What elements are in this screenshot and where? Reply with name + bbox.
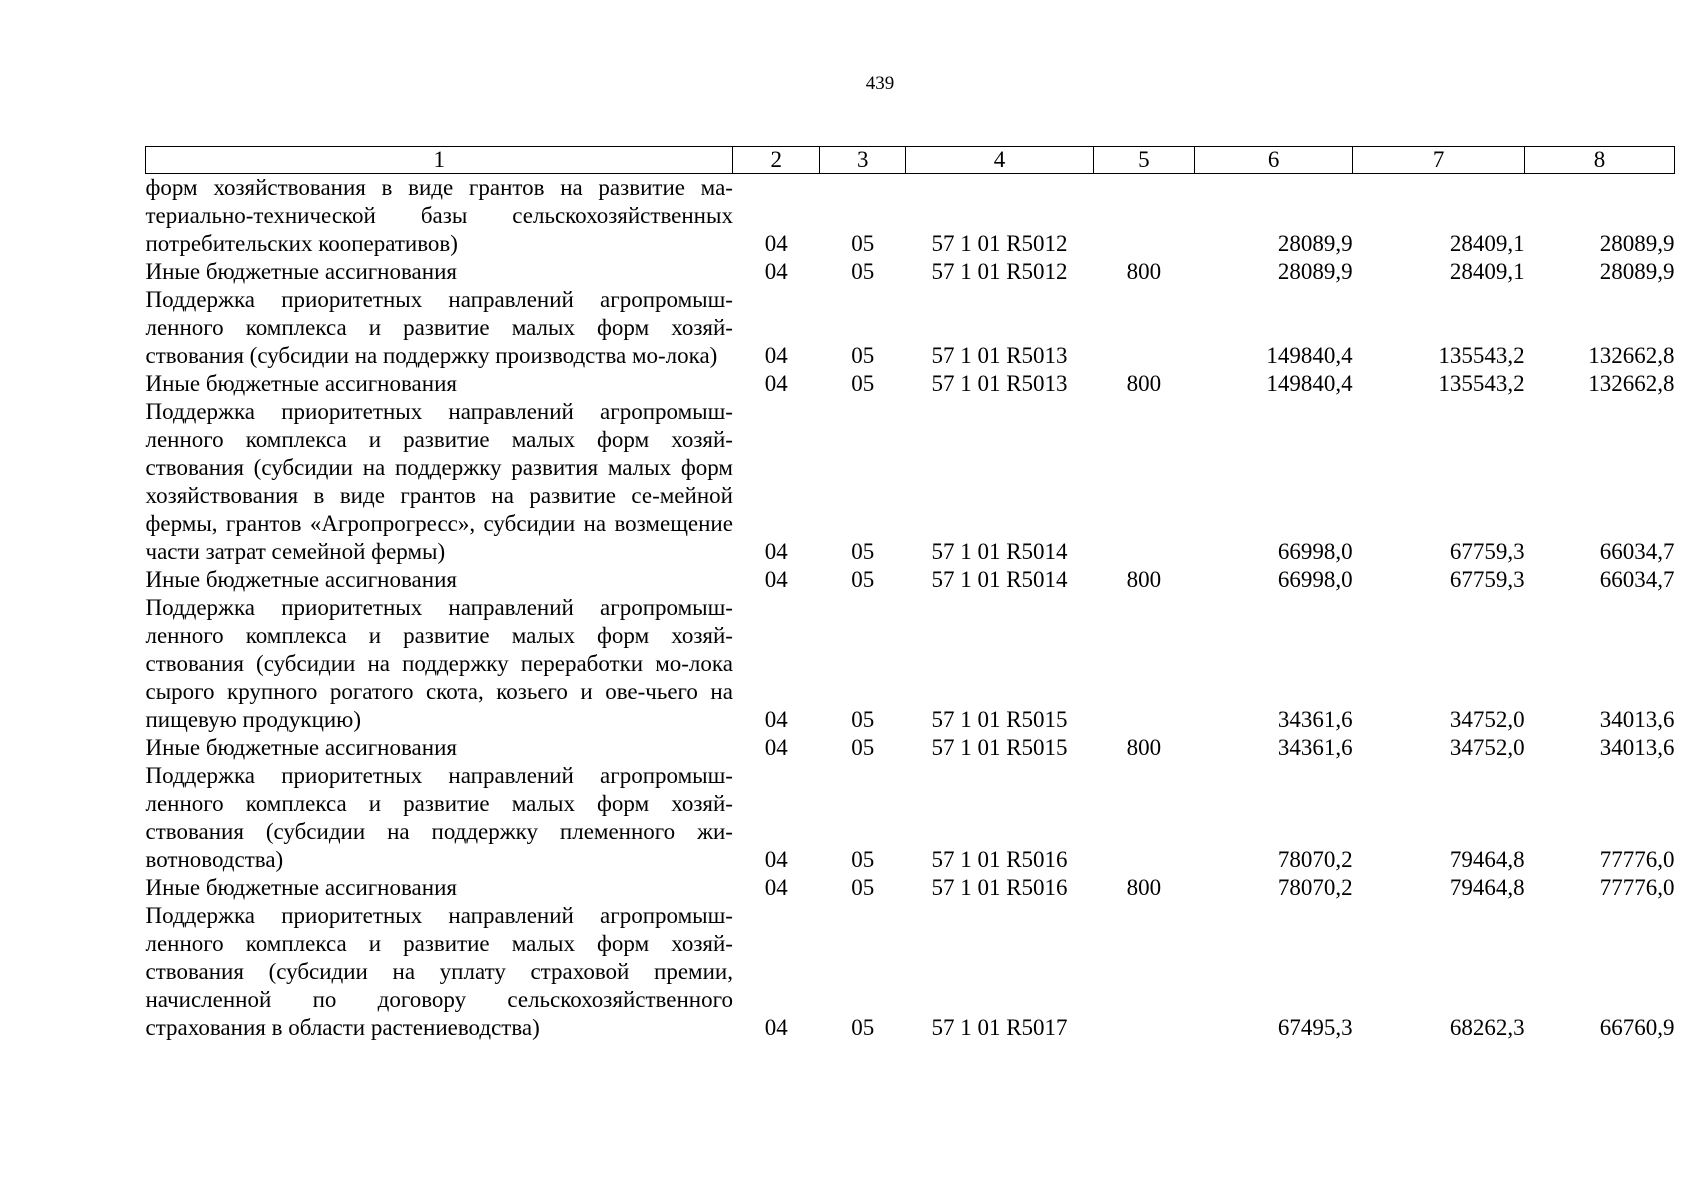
expense-type-code: 800: [1126, 259, 1162, 284]
table-row: [146, 874, 1675, 902]
item-name-text: Поддержка приоритетных направлений агропромыш-ленного комплекса и развитие малых форм хозяй-ствования (субсидии на поддержку племенного жи-вотноводства): [145, 763, 733, 872]
table-row: [146, 174, 1675, 259]
amount-col-6: 28089,9: [1277, 231, 1353, 256]
item-name: [146, 398, 733, 566]
target-article-code: 57 1 01 R5016: [931, 875, 1068, 900]
subsection-code: 05: [851, 875, 875, 900]
section-code: 04: [764, 539, 788, 564]
subsection-code: 05: [851, 1015, 875, 1040]
amount-col-6: 78070,2: [1277, 847, 1353, 872]
expense-type-code: [1093, 286, 1195, 370]
item-name-text: форм хозяйствования в виде грантов на развитие ма-териально-технической базы сельскохозяйственных потребительских кооперативов): [145, 175, 733, 256]
subsection-code: 05: [851, 735, 875, 760]
table-row: [146, 762, 1675, 874]
amount-col-6: 78070,2: [1277, 875, 1353, 900]
table-row: [146, 566, 1675, 594]
table-row: [146, 594, 1675, 734]
amount-col-6: 149840,4: [1266, 343, 1353, 368]
amount-col-8: 28089,9: [1599, 259, 1675, 284]
budget-table: [145, 146, 1675, 1042]
amount-col-8: 66034,7: [1599, 539, 1675, 564]
amount-col-6: 67495,3: [1277, 1015, 1353, 1040]
amount-col-7: 34752,0: [1449, 707, 1525, 732]
item-name-text: Иные бюджетные ассигнования: [145, 735, 457, 760]
subsection-code: 05: [851, 343, 875, 368]
amount-col-6: 34361,6: [1277, 707, 1353, 732]
subsection-code: 05: [851, 259, 875, 284]
section-code: 04: [764, 343, 788, 368]
section-code: 04: [764, 735, 788, 760]
subsection-code: 05: [851, 847, 875, 872]
table-row: [146, 370, 1675, 398]
expense-type-code: [1093, 762, 1195, 874]
amount-col-8: 34013,6: [1599, 707, 1675, 732]
amount-col-7: 28409,1: [1449, 259, 1525, 284]
target-article-code: 57 1 01 R5015: [931, 707, 1068, 732]
amount-col-7: 34752,0: [1449, 735, 1525, 760]
subsection-code: 05: [851, 231, 875, 256]
item-name-text: Иные бюджетные ассигнования: [145, 567, 457, 592]
amount-col-8: 132662,8: [1588, 371, 1675, 396]
table-row: [146, 734, 1675, 762]
section-code: 04: [764, 259, 788, 284]
item-name-text: Поддержка приоритетных направлений агропромыш-ленного комплекса и развитие малых форм хозяй-ствования (субсидии на поддержку развития малых форм хозяйствования в виде грантов на развитие се-мейной фермы, грантов «Агропрогресс», субсидии на возмещение части затрат семейной фермы): [145, 399, 733, 564]
expense-type-code: [1093, 594, 1195, 734]
amount-col-8: 28089,9: [1599, 231, 1675, 256]
target-article-code: 57 1 01 R5012: [931, 259, 1068, 284]
target-article-code: 57 1 01 R5017: [931, 1015, 1068, 1040]
amount-col-8: 132662,8: [1588, 343, 1675, 368]
amount-col-6: 66998,0: [1277, 539, 1353, 564]
amount-col-7: 68262,3: [1449, 1015, 1525, 1040]
table-row: [146, 398, 1675, 566]
amount-col-7: 28409,1: [1449, 231, 1525, 256]
column-header: 4: [906, 147, 1093, 174]
column-header: 8: [1525, 147, 1675, 174]
amount-col-7: 135543,2: [1438, 371, 1525, 396]
target-article-code: 57 1 01 R5015: [931, 735, 1068, 760]
section-code: 04: [764, 847, 788, 872]
item-name-text: Иные бюджетные ассигнования: [145, 875, 457, 900]
amount-col-7: 135543,2: [1438, 343, 1525, 368]
section-code: 04: [764, 231, 788, 256]
column-header: 5: [1093, 147, 1195, 174]
amount-col-7: 79464,8: [1449, 875, 1525, 900]
section-code: 04: [764, 1015, 788, 1040]
item-name: [146, 286, 733, 370]
amount-col-8: 77776,0: [1599, 875, 1675, 900]
section-code: 04: [764, 371, 788, 396]
item-name-text: Иные бюджетные ассигнования: [145, 259, 457, 284]
item-name-text: Поддержка приоритетных направлений агропромыш-ленного комплекса и развитие малых форм хозяй-ствования (субсидии на поддержку переработки мо-лока сырого крупного рогатого скота, козьего и ове-чьего на пищевую продукцию): [145, 595, 733, 732]
target-article-code: 57 1 01 R5014: [931, 567, 1068, 592]
item-name: [146, 594, 733, 734]
amount-col-6: 66998,0: [1277, 567, 1353, 592]
target-article-code: 57 1 01 R5013: [931, 371, 1068, 396]
item-name: [146, 174, 733, 259]
column-header: 6: [1195, 147, 1353, 174]
table-row: [146, 902, 1675, 1042]
target-article-code: 57 1 01 R5013: [931, 343, 1068, 368]
amount-col-6: 28089,9: [1277, 259, 1353, 284]
expense-type-code: 800: [1126, 371, 1162, 396]
item-name: [146, 762, 733, 874]
target-article-code: 57 1 01 R5012: [931, 231, 1068, 256]
column-header: 3: [819, 147, 906, 174]
target-article-code: 57 1 01 R5014: [931, 539, 1068, 564]
amount-col-8: 66034,7: [1599, 567, 1675, 592]
table-row: [146, 258, 1675, 286]
column-number-row: [146, 147, 1675, 174]
column-header: 2: [733, 147, 820, 174]
column-header: 7: [1353, 147, 1525, 174]
amount-col-7: 67759,3: [1449, 567, 1525, 592]
item-name: [146, 258, 733, 286]
item-name: [146, 874, 733, 902]
table-row: [146, 286, 1675, 370]
amount-col-8: 66760,9: [1599, 1015, 1675, 1040]
table-body: [146, 174, 1675, 1043]
amount-col-7: 67759,3: [1449, 539, 1525, 564]
page-number: 439: [865, 73, 895, 94]
expense-type-code: [1093, 398, 1195, 566]
target-article-code: 57 1 01 R5016: [931, 847, 1068, 872]
expense-type-code: 800: [1126, 875, 1162, 900]
item-name: [146, 566, 733, 594]
amount-col-6: 149840,4: [1266, 371, 1353, 396]
section-code: 04: [764, 707, 788, 732]
item-name: [146, 902, 733, 1042]
item-name-text: Поддержка приоритетных направлений агропромыш-ленного комплекса и развитие малых форм хозяй-ствования (субсидии на поддержку производства мо-лока): [145, 287, 733, 368]
item-name: [146, 734, 733, 762]
section-code: 04: [764, 875, 788, 900]
amount-col-8: 77776,0: [1599, 847, 1675, 872]
subsection-code: 05: [851, 567, 875, 592]
column-header: 1: [146, 147, 733, 174]
expense-type-code: [1093, 174, 1195, 259]
expense-type-code: 800: [1126, 735, 1162, 760]
section-code: 04: [764, 567, 788, 592]
subsection-code: 05: [851, 539, 875, 564]
item-name: [146, 370, 733, 398]
amount-col-7: 79464,8: [1449, 847, 1525, 872]
amount-col-8: 34013,6: [1599, 735, 1675, 760]
expense-type-code: [1093, 902, 1195, 1042]
expense-type-code: 800: [1126, 567, 1162, 592]
subsection-code: 05: [851, 371, 875, 396]
subsection-code: 05: [851, 707, 875, 732]
item-name-text: Иные бюджетные ассигнования: [145, 371, 457, 396]
amount-col-6: 34361,6: [1277, 735, 1353, 760]
item-name-text: Поддержка приоритетных направлений агропромыш-ленного комплекса и развитие малых форм хозяй-ствования (субсидии на уплату страховой премии, начисленной по договору сельскохозяйственного страхования в области растениеводства): [145, 903, 733, 1040]
